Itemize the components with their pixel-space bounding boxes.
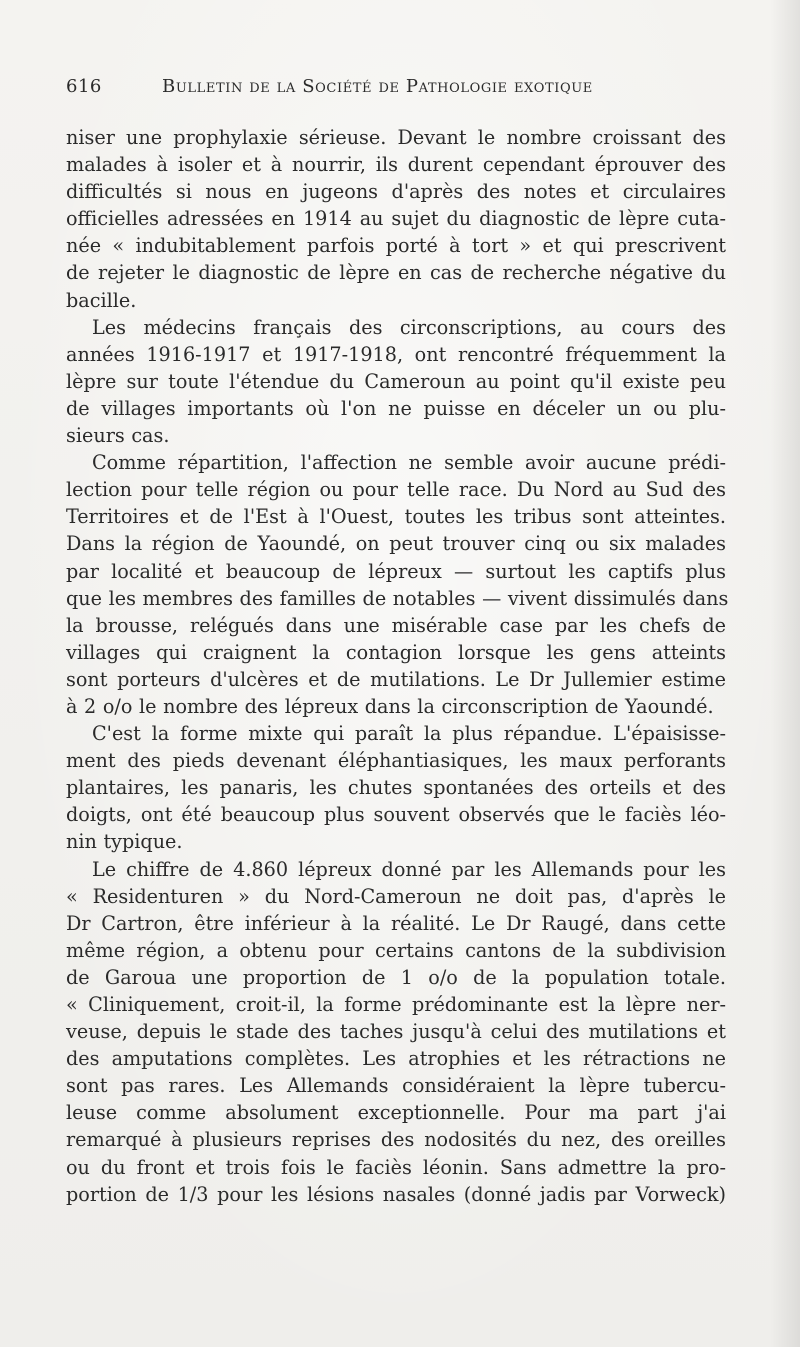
text-line: Territoires et de l'Est à l'Ouest, toutes les tribus sont atteintes. (66, 505, 726, 529)
text-line: sont porteurs d'ulcères et de mutilations. Le Dr Jullemier estime (66, 667, 726, 691)
text-line: villages qui craignent la contagion lorsque les gens atteints (66, 640, 726, 664)
text-line: Le chiffre de 4.860 lépreux donné par les Allemands pour les (92, 857, 726, 881)
text-line: lection pour telle région ou pour telle race. Du Nord au Sud des (66, 478, 726, 502)
text-line: remarqué à plusieurs reprises des nodosités du nez, des oreilles (66, 1128, 726, 1152)
text-line: nin typique. (66, 830, 183, 854)
text-line: plantaires, les panaris, les chutes spontanées des orteils et des (66, 776, 726, 800)
text-line: « Cliniquement, croit-il, la forme prédominante est la lèpre ner- (66, 993, 726, 1016)
text-line: Dr Cartron, être inférieur à la réalité. Le Dr Raugé, dans cette (66, 911, 726, 935)
text-line: ou du front et trois fois le faciès léonin. Sans admettre la pro- (66, 1155, 726, 1179)
text-line: sieurs cas. (66, 424, 170, 448)
text-line: leuse comme absolument exceptionnelle. Pour ma part j'ai (66, 1101, 726, 1125)
text-line: de rejeter le diagnostic de lèpre en cas de recherche négative du (66, 261, 726, 285)
text-line: de Garoua une proportion de 1 o/o de la population totale. (66, 965, 726, 989)
text-line: années 1916-1917 et 1917-1918, ont rencontré fréquemment la (66, 342, 726, 366)
text-line: veuse, depuis le stade des taches jusqu'à celui des mutilations et (66, 1020, 726, 1044)
text-line: à 2 o/o le nombre des lépreux dans la circonscription de Yaoundé. (66, 694, 714, 718)
text-line: née « indubitablement parfois porté à tort » et qui prescrivent (66, 234, 726, 258)
text-line: même région, a obtenu pour certains cantons de la subdivision (66, 938, 726, 962)
text-line: ment des pieds devenant éléphantiasiques, les maux perforants (66, 749, 726, 773)
running-head: Bulletin de la Société de Pathologie exotique (162, 76, 593, 97)
text-line: doigts, ont été beaucoup plus souvent observés que le faciès léo- (66, 803, 726, 827)
text-line: la brousse, relégués dans une misérable case par les chefs de (66, 613, 726, 637)
body-text (66, 124, 729, 1208)
text-line: que les membres des familles de notables — vivent dissimulés dans (66, 586, 729, 610)
text-line: difficultés si nous en jugeons d'après des notes et circulaires (66, 180, 726, 204)
text-line: lèpre sur toute l'étendue du Cameroun au point qu'il existe peu (66, 369, 726, 393)
text-line: bacille. (66, 288, 137, 312)
text-line: de villages importants où l'on ne puisse en déceler un ou plu- (66, 396, 726, 420)
text-line: des amputations complètes. Les atrophies et les rétractions ne (66, 1047, 726, 1071)
page-edge-shadow (770, 0, 800, 1347)
page-number: 616 (66, 76, 102, 97)
text-line: Les médecins français des circonscriptions, au cours des (92, 315, 726, 339)
text-line: officielles adressées en 1914 au sujet du diagnostic de lèpre cuta- (66, 207, 726, 231)
text-line: par localité et beaucoup de lépreux — surtout les captifs plus (66, 559, 726, 583)
text-line: Comme répartition, l'affection ne semble avoir aucune prédi- (92, 451, 726, 475)
text-line: « Residenturen » du Nord-Cameroun ne doit pas, d'après le (66, 884, 726, 908)
text-line: niser une prophylaxie sérieuse. Devant le nombre croissant des (66, 126, 726, 149)
text-line: malades à isoler et à nourrir, ils durent cependant éprouver des (66, 153, 726, 177)
page-header (66, 76, 726, 106)
text-line: Dans la région de Yaoundé, on peut trouver cinq ou six malades (66, 532, 726, 556)
text-line: sont pas rares. Les Allemands considéraient la lèpre tubercu- (66, 1074, 726, 1098)
text-line: portion de 1/3 pour les lésions nasales (donné jadis par Vorweck) (66, 1182, 726, 1206)
text-line: C'est la forme mixte qui paraît la plus répandue. L'épaisisse- (92, 722, 726, 746)
